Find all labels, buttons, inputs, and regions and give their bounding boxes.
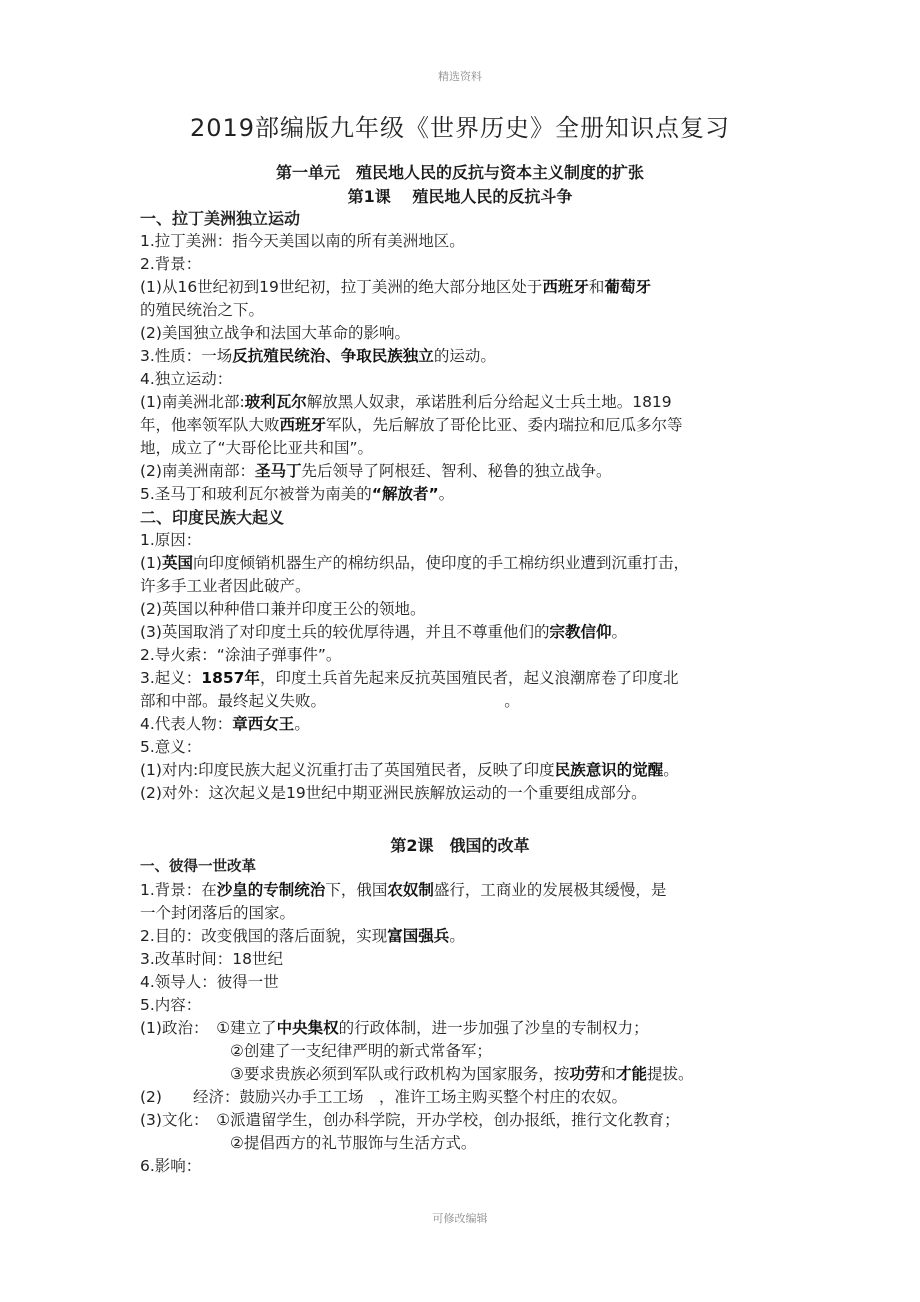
text-line: ②提倡西方的礼节服饰与生活方式。 bbox=[230, 1134, 477, 1152]
text-line: ③要求贵族必须到军队或行政机构为国家服务，按功劳和才能提拔。 bbox=[230, 1065, 694, 1083]
text-line: 4.独立运动： bbox=[140, 370, 233, 388]
text-line: 许多手工业者因此破产。 bbox=[140, 577, 311, 595]
text-line: (1)政治： ①建立了中央集权的行政体制，进一步加强了沙皇的专制权力； bbox=[140, 1019, 649, 1037]
lesson2-title: 第2课 俄国的改革 bbox=[390, 836, 530, 855]
text-line: (1)从16世纪初到19世纪初，拉丁美洲的绝大部分地区处于西班牙和葡萄牙 bbox=[140, 278, 651, 296]
text-line: 的殖民统治之下。 bbox=[140, 301, 265, 319]
lesson1-content bbox=[140, 207, 800, 805]
text-line: (3)文化： ①派遣留学生，创办科学院，开办学校，创办报纸，推行文化教育； bbox=[140, 1111, 680, 1129]
page-header: 精选资料 bbox=[438, 70, 482, 83]
text-line: 5.意义： bbox=[140, 738, 202, 756]
text-line: (1)对内:印度民族大起义沉重打击了英国殖民者，反映了印度民族意识的觉醒。 bbox=[140, 761, 679, 779]
section-heading-latin-america: 一、拉丁美洲独立运动 bbox=[140, 209, 301, 228]
text-line: (1)南美洲北部:玻利瓦尔解放黑人奴隶，承诺胜利后分给起义士兵土地。1819 bbox=[140, 393, 672, 411]
unit-title: 第一单元 殖民地人民的反抗与资本主义制度的扩张 bbox=[275, 163, 644, 182]
text-line: 2.背景： bbox=[140, 255, 202, 273]
text-line: 年，他率领军队大败西班牙军队，先后解放了哥伦比亚、委内瑞拉和厄瓜多尔等 bbox=[140, 416, 683, 434]
section-heading-peter-reform: 一、彼得一世改革 bbox=[140, 859, 256, 875]
text-line: 5.内容： bbox=[140, 996, 202, 1014]
document-title: 2019部编版九年级《世界历史》全册知识点复习 bbox=[189, 114, 731, 142]
text-line: (2) 经济：鼓励兴办手工工场 ，准许工场主购买整个村庄的农奴。 bbox=[140, 1088, 627, 1106]
text-line: 1.背景：在沙皇的专制统治下，俄国农奴制盛行，工商业的发展极其缓慢，是 bbox=[140, 881, 667, 899]
text-line: ②创建了一支纪律严明的新式常备军； bbox=[230, 1042, 492, 1060]
text-line: (2)南美洲南部：圣马丁先后领导了阿根廷、智利、秘鲁的独立战争。 bbox=[140, 462, 612, 480]
text-line: 2.导火索：“涂油子弹事件”。 bbox=[140, 646, 342, 664]
text-line: (2)英国以种种借口兼并印度王公的领地。 bbox=[140, 600, 426, 618]
lesson1-title: 第1课 殖民地人民的反抗斗争 bbox=[347, 187, 573, 206]
text-line: 1.拉丁美洲：指今天美国以南的所有美洲地区。 bbox=[140, 232, 465, 250]
text-line: 1.原因： bbox=[140, 531, 202, 549]
text-line: 6.影响： bbox=[140, 1157, 202, 1175]
text-line: (3)英国取消了对印度土兵的较优厚待遇，并且不尊重他们的宗教信仰。 bbox=[140, 623, 627, 641]
text-line: 3.起义：1857年，印度土兵首先起来反抗英国殖民者，起义浪潮席卷了印度北 bbox=[140, 669, 679, 687]
text-line: 2.目的：改变俄国的落后面貌，实现富国强兵。 bbox=[140, 927, 465, 945]
text-line: (2)美国独立战争和法国大革命的影响。 bbox=[140, 324, 410, 342]
text-line: 4.领导人：彼得一世 bbox=[140, 973, 279, 991]
text-line: 4.代表人物：章西女王。 bbox=[140, 715, 310, 733]
text-line: 地，成立了“大哥伦比亚共和国”。 bbox=[140, 439, 374, 457]
text-line: 一个封闭落后的国家。 bbox=[140, 904, 296, 922]
text-line: 3.性质：一场反抗殖民统治、争取民族独立的运动。 bbox=[140, 347, 496, 365]
section-heading-india-uprising: 二、印度民族大起义 bbox=[140, 508, 285, 527]
text-line: 3.改革时间：18世纪 bbox=[140, 950, 284, 968]
text-line: (2)对外：这次起义是19世纪中期亚洲民族解放运动的一个重要组成部分。 bbox=[140, 784, 647, 802]
page-footer: 可修改编辑 bbox=[432, 1212, 488, 1225]
lesson2-content bbox=[140, 856, 800, 1178]
text-line: 5.圣马丁和玻利瓦尔被誉为南美的“解放者”。 bbox=[140, 485, 455, 503]
text-line: 部和中部。最终起义失败。 。 bbox=[140, 692, 520, 710]
text-line: (1)英国向印度倾销机器生产的棉纺织品，使印度的手工棉纺织业遭到沉重打击， bbox=[140, 554, 689, 572]
